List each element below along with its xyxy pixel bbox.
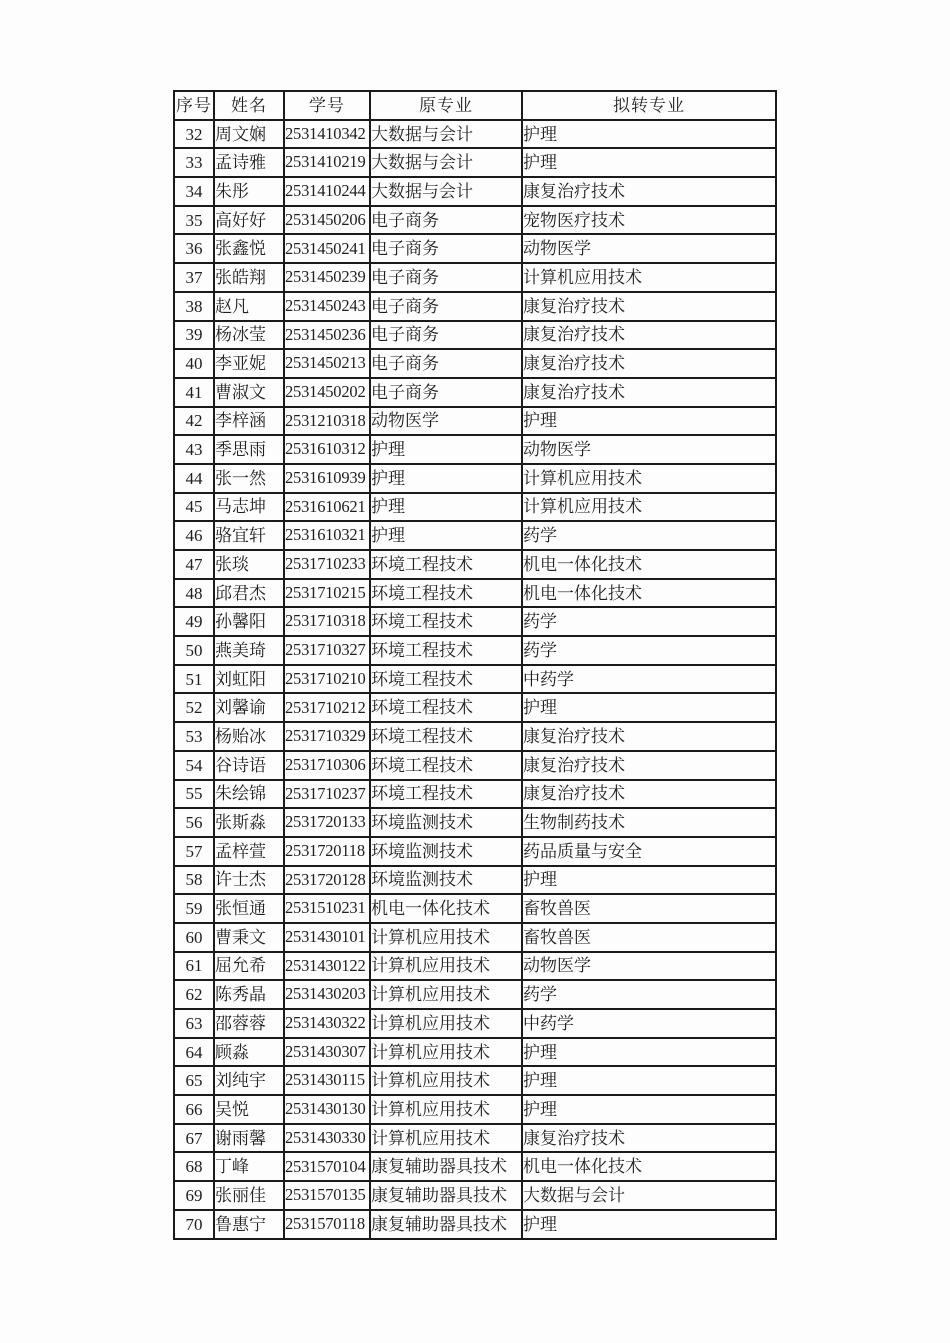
table-row [174,378,776,407]
table-row [174,292,776,321]
cell-target-major: 护理 [522,693,776,722]
cell-name: 邵蓉蓉 [214,1009,284,1038]
cell-target-major: 机电一体化技术 [522,1152,776,1181]
cell-target-major: 康复治疗技术 [522,751,776,780]
cell-student-id: 2531410342 [284,120,370,149]
cell-name: 孟梓萱 [214,837,284,866]
cell-original-major: 康复辅助器具技术 [370,1181,522,1210]
cell-target-major: 药学 [522,636,776,665]
cell-student-id: 2531710215 [284,579,370,608]
cell-index: 38 [174,292,214,321]
table-row [174,263,776,292]
cell-original-major: 护理 [370,464,522,493]
cell-student-id: 2531430203 [284,980,370,1009]
cell-student-id: 2531710233 [284,550,370,579]
table-row [174,177,776,206]
cell-student-id: 2531430130 [284,1095,370,1124]
table-row [174,923,776,952]
cell-original-major: 机电一体化技术 [370,894,522,923]
cell-name: 张斯淼 [214,808,284,837]
cell-student-id: 2531610312 [284,435,370,464]
cell-target-major: 护理 [522,407,776,436]
cell-target-major: 药学 [522,521,776,550]
cell-name: 刘虹阳 [214,665,284,694]
cell-name: 张鑫悦 [214,234,284,263]
table-row [174,1095,776,1124]
cell-original-major: 计算机应用技术 [370,1095,522,1124]
cell-name: 孙馨阳 [214,607,284,636]
cell-name: 丁峰 [214,1152,284,1181]
cell-original-major: 电子商务 [370,349,522,378]
cell-name: 高好好 [214,206,284,235]
cell-name: 曹淑文 [214,378,284,407]
cell-original-major: 大数据与会计 [370,120,522,149]
cell-index: 42 [174,407,214,436]
cell-student-id: 2531430115 [284,1066,370,1095]
cell-target-major: 畜牧兽医 [522,894,776,923]
cell-name: 鲁惠宁 [214,1210,284,1239]
cell-index: 46 [174,521,214,550]
cell-name: 顾淼 [214,1038,284,1067]
cell-name: 骆宜轩 [214,521,284,550]
cell-original-major: 环境工程技术 [370,550,522,579]
cell-original-major: 计算机应用技术 [370,1066,522,1095]
cell-student-id: 2531430122 [284,952,370,981]
cell-original-major: 环境工程技术 [370,751,522,780]
cell-original-major: 电子商务 [370,321,522,350]
cell-target-major: 机电一体化技术 [522,550,776,579]
cell-original-major: 环境工程技术 [370,607,522,636]
cell-target-major: 康复治疗技术 [522,321,776,350]
cell-original-major: 电子商务 [370,234,522,263]
table-row [174,866,776,895]
cell-index: 36 [174,234,214,263]
table-row [174,952,776,981]
cell-original-major: 电子商务 [370,206,522,235]
cell-index: 39 [174,321,214,350]
cell-index: 52 [174,693,214,722]
cell-target-major: 动物医学 [522,435,776,464]
cell-name: 谷诗语 [214,751,284,780]
cell-name: 吴悦 [214,1095,284,1124]
cell-student-id: 2531450243 [284,292,370,321]
column-header-original-major: 原专业 [370,91,522,120]
table-body [174,120,776,1239]
cell-index: 37 [174,263,214,292]
cell-original-major: 护理 [370,435,522,464]
cell-name: 张皓翔 [214,263,284,292]
cell-student-id: 2531430330 [284,1124,370,1153]
cell-index: 58 [174,866,214,895]
table-row [174,550,776,579]
table-row [174,1124,776,1153]
cell-original-major: 环境工程技术 [370,722,522,751]
cell-name: 张恒通 [214,894,284,923]
table-row [174,607,776,636]
cell-original-major: 计算机应用技术 [370,923,522,952]
cell-target-major: 康复治疗技术 [522,1124,776,1153]
cell-original-major: 计算机应用技术 [370,1009,522,1038]
cell-original-major: 动物医学 [370,407,522,436]
cell-target-major: 护理 [522,866,776,895]
table-row [174,808,776,837]
cell-name: 马志坤 [214,493,284,522]
cell-target-major: 畜牧兽医 [522,923,776,952]
cell-original-major: 护理 [370,493,522,522]
cell-student-id: 2531710237 [284,780,370,809]
cell-name: 李亚妮 [214,349,284,378]
cell-index: 40 [174,349,214,378]
cell-target-major: 药品质量与安全 [522,837,776,866]
cell-student-id: 2531710210 [284,665,370,694]
cell-student-id: 2531610939 [284,464,370,493]
cell-student-id: 2531570118 [284,1210,370,1239]
cell-index: 67 [174,1124,214,1153]
cell-student-id: 2531610321 [284,521,370,550]
cell-name: 刘馨谕 [214,693,284,722]
cell-student-id: 2531710318 [284,607,370,636]
cell-target-major: 康复治疗技术 [522,292,776,321]
column-header-target-major: 拟转专业 [522,91,776,120]
cell-index: 48 [174,579,214,608]
cell-student-id: 2531570104 [284,1152,370,1181]
cell-student-id: 2531450202 [284,378,370,407]
cell-name: 杨贻冰 [214,722,284,751]
cell-target-major: 康复治疗技术 [522,349,776,378]
cell-student-id: 2531430101 [284,923,370,952]
table-row [174,206,776,235]
cell-index: 41 [174,378,214,407]
table-row [174,120,776,149]
cell-index: 62 [174,980,214,1009]
table-row [174,321,776,350]
cell-target-major: 护理 [522,1038,776,1067]
transfer-table [173,90,777,1240]
cell-index: 47 [174,550,214,579]
table-row [174,722,776,751]
cell-student-id: 2531710329 [284,722,370,751]
cell-target-major: 康复治疗技术 [522,780,776,809]
cell-original-major: 环境监测技术 [370,837,522,866]
table-row [174,1181,776,1210]
cell-index: 45 [174,493,214,522]
table-row [174,1210,776,1239]
cell-student-id: 2531710306 [284,751,370,780]
cell-name: 赵凡 [214,292,284,321]
cell-index: 32 [174,120,214,149]
cell-name: 谢雨馨 [214,1124,284,1153]
cell-student-id: 2531410244 [284,177,370,206]
cell-original-major: 环境工程技术 [370,665,522,694]
cell-name: 刘纯宇 [214,1066,284,1095]
cell-index: 56 [174,808,214,837]
cell-name: 张琰 [214,550,284,579]
cell-index: 60 [174,923,214,952]
cell-student-id: 2531210318 [284,407,370,436]
cell-original-major: 大数据与会计 [370,148,522,177]
cell-target-major: 药学 [522,607,776,636]
cell-original-major: 环境工程技术 [370,636,522,665]
cell-target-major: 计算机应用技术 [522,263,776,292]
cell-index: 50 [174,636,214,665]
cell-target-major: 护理 [522,1210,776,1239]
cell-name: 许士杰 [214,866,284,895]
cell-target-major: 宠物医疗技术 [522,206,776,235]
cell-index: 49 [174,607,214,636]
cell-student-id: 2531510231 [284,894,370,923]
cell-student-id: 2531710212 [284,693,370,722]
cell-name: 张一然 [214,464,284,493]
table-row [174,435,776,464]
cell-name: 陈秀晶 [214,980,284,1009]
cell-index: 43 [174,435,214,464]
cell-name: 周文娴 [214,120,284,149]
header-row [174,91,776,120]
cell-index: 51 [174,665,214,694]
cell-student-id: 2531430307 [284,1038,370,1067]
cell-original-major: 护理 [370,521,522,550]
table-row [174,1066,776,1095]
cell-name: 杨冰莹 [214,321,284,350]
cell-index: 68 [174,1152,214,1181]
cell-index: 64 [174,1038,214,1067]
cell-name: 朱绘锦 [214,780,284,809]
cell-index: 69 [174,1181,214,1210]
cell-index: 44 [174,464,214,493]
cell-target-major: 中药学 [522,1009,776,1038]
cell-target-major: 计算机应用技术 [522,464,776,493]
cell-original-major: 计算机应用技术 [370,1124,522,1153]
cell-name: 曹秉文 [214,923,284,952]
cell-original-major: 计算机应用技术 [370,980,522,1009]
cell-original-major: 环境工程技术 [370,579,522,608]
cell-target-major: 动物医学 [522,952,776,981]
table-row [174,751,776,780]
cell-index: 63 [174,1009,214,1038]
table-row [174,894,776,923]
cell-original-major: 环境工程技术 [370,780,522,809]
table-header [174,91,776,120]
table-row [174,234,776,263]
table-row [174,349,776,378]
column-header-name: 姓名 [214,91,284,120]
cell-index: 66 [174,1095,214,1124]
cell-name: 屈允希 [214,952,284,981]
table-row [174,780,776,809]
cell-name: 邱君杰 [214,579,284,608]
cell-target-major: 护理 [522,1066,776,1095]
cell-target-major: 护理 [522,148,776,177]
cell-student-id: 2531410219 [284,148,370,177]
cell-index: 59 [174,894,214,923]
cell-index: 57 [174,837,214,866]
cell-target-major: 中药学 [522,665,776,694]
cell-original-major: 电子商务 [370,263,522,292]
cell-index: 34 [174,177,214,206]
cell-original-major: 电子商务 [370,292,522,321]
cell-student-id: 2531450239 [284,263,370,292]
cell-student-id: 2531720133 [284,808,370,837]
cell-original-major: 环境监测技术 [370,808,522,837]
cell-student-id: 2531450213 [284,349,370,378]
cell-index: 33 [174,148,214,177]
table-row [174,837,776,866]
cell-student-id: 2531720118 [284,837,370,866]
cell-target-major: 康复治疗技术 [522,722,776,751]
cell-original-major: 大数据与会计 [370,177,522,206]
cell-name: 李梓涵 [214,407,284,436]
cell-name: 燕美琦 [214,636,284,665]
cell-student-id: 2531450206 [284,206,370,235]
table-row [174,693,776,722]
cell-index: 54 [174,751,214,780]
cell-target-major: 护理 [522,120,776,149]
cell-student-id: 2531610621 [284,493,370,522]
cell-original-major: 康复辅助器具技术 [370,1152,522,1181]
cell-original-major: 计算机应用技术 [370,1038,522,1067]
cell-student-id: 2531430322 [284,1009,370,1038]
table-row [174,521,776,550]
cell-target-major: 大数据与会计 [522,1181,776,1210]
cell-student-id: 2531450236 [284,321,370,350]
cell-name: 张丽佳 [214,1181,284,1210]
table-row [174,1038,776,1067]
cell-target-major: 护理 [522,1095,776,1124]
cell-target-major: 康复治疗技术 [522,378,776,407]
cell-name: 朱彤 [214,177,284,206]
cell-target-major: 生物制药技术 [522,808,776,837]
table-row [174,665,776,694]
cell-original-major: 计算机应用技术 [370,952,522,981]
cell-student-id: 2531450241 [284,234,370,263]
cell-index: 61 [174,952,214,981]
table-row [174,1009,776,1038]
table-row [174,980,776,1009]
cell-target-major: 药学 [522,980,776,1009]
table-row [174,579,776,608]
cell-original-major: 环境监测技术 [370,866,522,895]
cell-target-major: 动物医学 [522,234,776,263]
cell-original-major: 环境工程技术 [370,693,522,722]
table-row [174,636,776,665]
cell-target-major: 机电一体化技术 [522,579,776,608]
cell-index: 70 [174,1210,214,1239]
cell-student-id: 2531710327 [284,636,370,665]
cell-name: 孟诗雅 [214,148,284,177]
table-row [174,407,776,436]
cell-index: 53 [174,722,214,751]
cell-target-major: 康复治疗技术 [522,177,776,206]
column-header-student-id: 学号 [284,91,370,120]
cell-index: 35 [174,206,214,235]
table-row [174,148,776,177]
cell-student-id: 2531570135 [284,1181,370,1210]
table-row [174,464,776,493]
cell-target-major: 计算机应用技术 [522,493,776,522]
table-row [174,1152,776,1181]
cell-name: 季思雨 [214,435,284,464]
cell-index: 65 [174,1066,214,1095]
cell-original-major: 康复辅助器具技术 [370,1210,522,1239]
cell-index: 55 [174,780,214,809]
column-header-index: 序号 [174,91,214,120]
table-row [174,493,776,522]
cell-original-major: 电子商务 [370,378,522,407]
cell-student-id: 2531720128 [284,866,370,895]
